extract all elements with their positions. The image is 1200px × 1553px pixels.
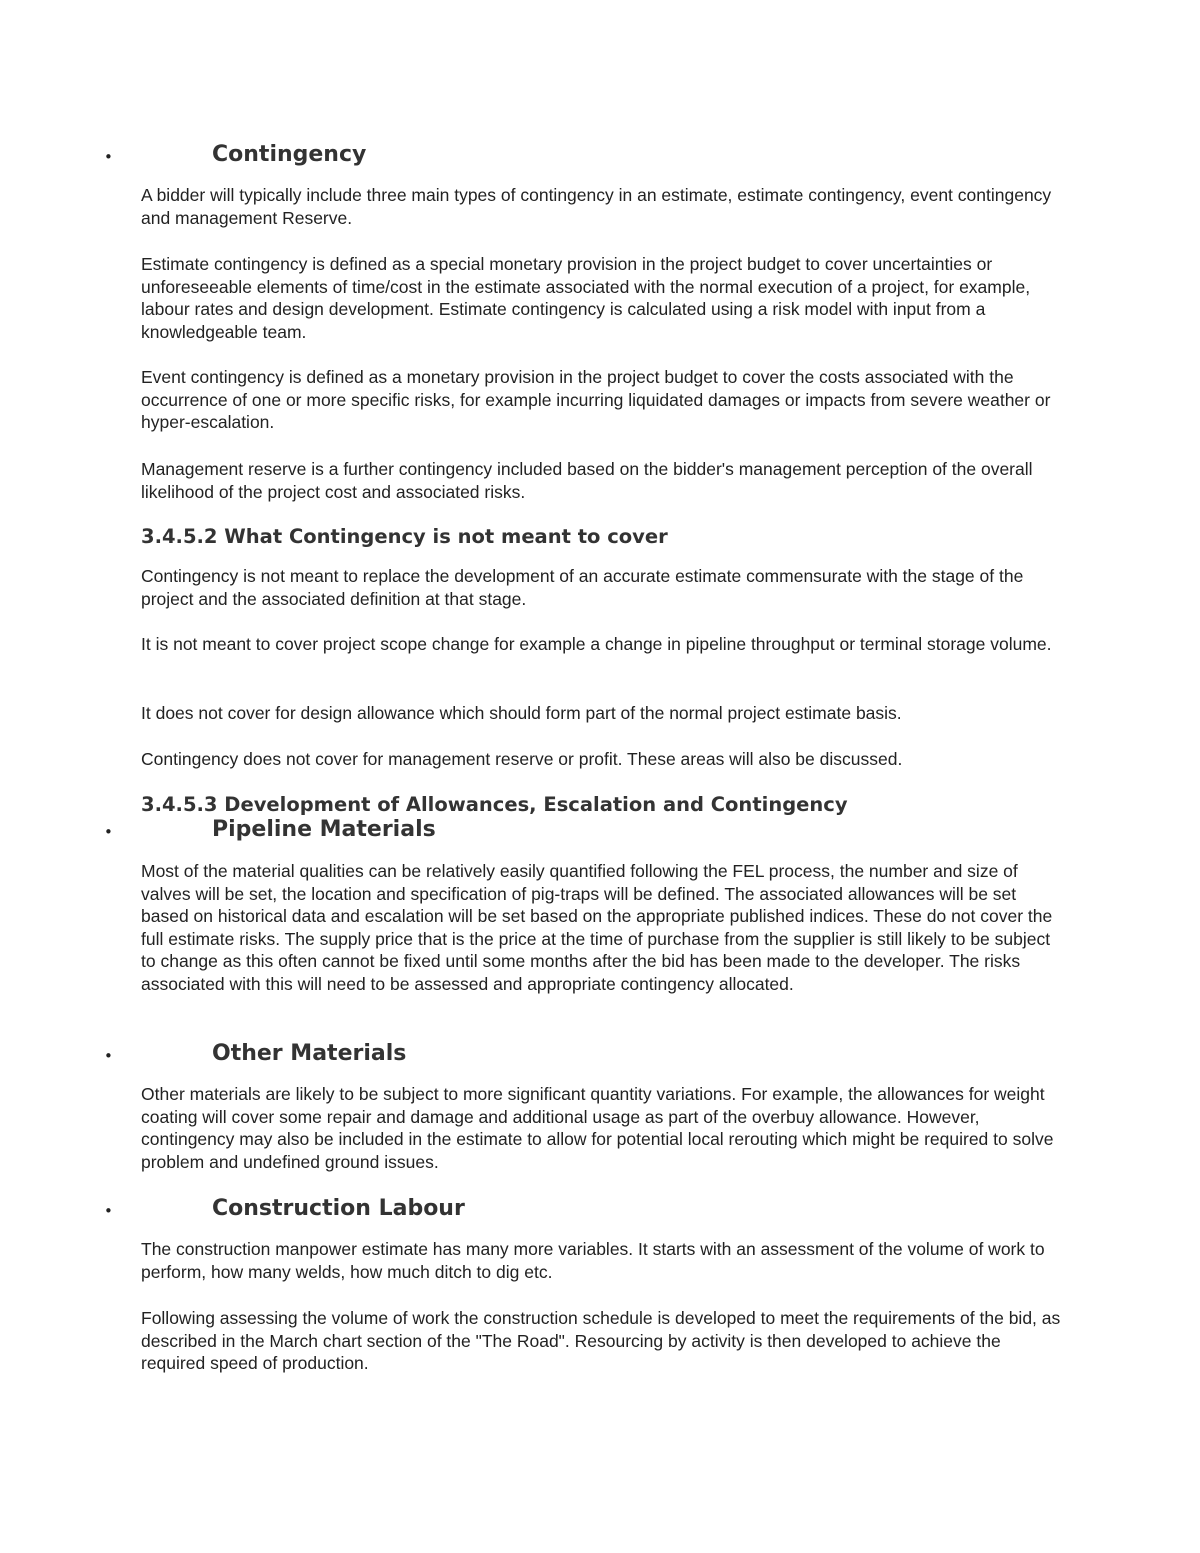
heading-not-meant-to-cover: 3.4.5.2 What Contingency is not meant to cover [141, 525, 668, 548]
paragraph: Other materials are likely to be subject to more significant quantity variations. For example, the allowances for weight coating will cover some repair and damage and additional usage as part of the overbuy allowance. However, contingency may also be included in the estimate to allow for potential local rerouting which might be required to solve problem and undefined ground issues. [141, 1084, 1054, 1172]
heading-other-materials: Other Materials [212, 1041, 407, 1066]
bullet-icon: • [104, 823, 113, 841]
paragraph: Contingency is not meant to replace the development of an accurate estimate commensurate with the stage of the project and the associated definition at that stage. [141, 566, 1024, 609]
paragraph: A bidder will typically include three main types of contingency in an estimate, estimate contingency, event contingency and management Reserve. [141, 185, 1052, 228]
bullet-icon: • [104, 1047, 113, 1065]
paragraph: It does not cover for design allowance which should form part of the normal project estimate basis. [141, 703, 902, 723]
heading-construction-labour: Construction Labour [212, 1196, 465, 1221]
paragraph: Estimate contingency is defined as a special monetary provision in the project budget to cover uncertainties or unforeseeable elements of time/cost in the estimate associated with the normal execution of a project, for example, labour rates and design development. Estimate contingency is calculated using a risk model with input from a knowledgeable team. [141, 254, 1031, 342]
bullet-icon: • [104, 148, 113, 166]
paragraph: The construction manpower estimate has many more variables. It starts with an assessment of the volume of work to perform, how many welds, how much ditch to dig etc. [141, 1239, 1045, 1282]
paragraph: It is not meant to cover project scope change for example a change in pipeline throughput or terminal storage volume. [141, 634, 1052, 654]
paragraph: Contingency does not cover for management reserve or profit. These areas will also be discussed. [141, 749, 903, 769]
paragraph: Management reserve is a further contingency included based on the bidder's management perception of the overall likelihood of the project cost and associated risks. [141, 459, 1033, 502]
paragraph: Event contingency is defined as a monetary provision in the project budget to cover the costs associated with the occurrence of one or more specific risks, for example incurring liquidated damages or impacts from severe weather or hyper-escalation. [141, 367, 1051, 433]
paragraph: Following assessing the volume of work the construction schedule is developed to meet the requirements of the bid, as described in the March chart section of the "The Road". Resourcing by activity is then developed to achieve the required speed of production. [141, 1308, 1061, 1374]
heading-development: 3.4.5.3 Development of Allowances, Escalation and Contingency [141, 793, 848, 816]
bullet-icon: • [104, 1202, 113, 1220]
heading-contingency: Contingency [212, 142, 367, 167]
heading-pipeline-materials: Pipeline Materials [212, 817, 436, 842]
paragraph: Most of the material qualities can be relatively easily quantified following the FEL process, the number and size of valves will be set, the location and specification of pig-traps will be defined. The associated allowances will be set based on historical data and escalation will be set based on the appropriate published indices. These do not cover the full estimate risks. The supply price that is the price at the time of purchase from the supplier is still likely to be subject to change as this often cannot be fixed until some months after the bid has been made to the developer. The risks associated with this will need to be assessed and appropriate contingency allocated. [141, 861, 1053, 994]
